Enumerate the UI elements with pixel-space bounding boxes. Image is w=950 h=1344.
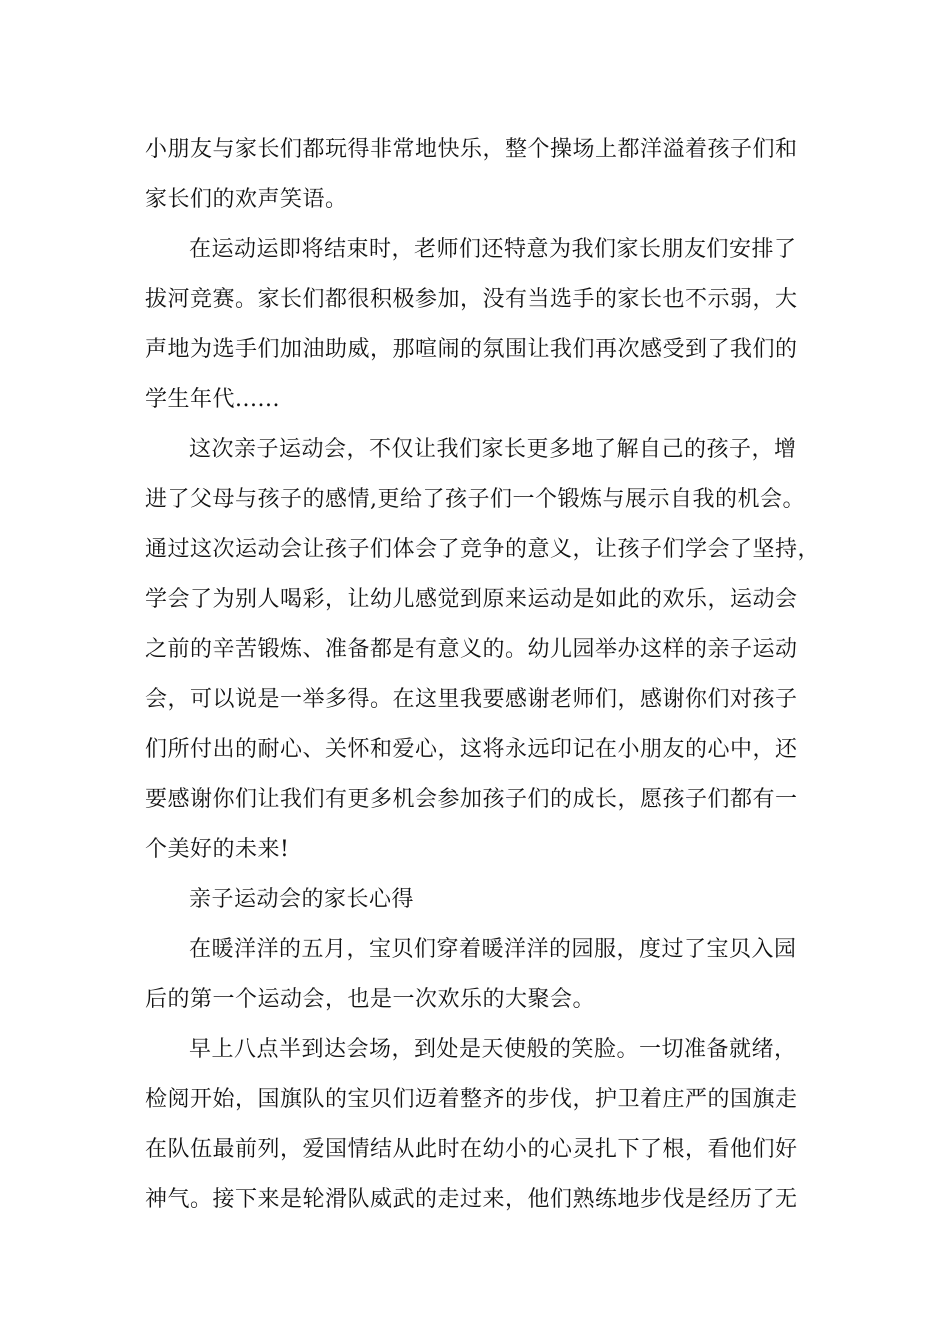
text-line: 在队伍最前列，爱国情结从此时在幼小的心灵扎下了根，看他们好 (145, 1137, 798, 1162)
text-line: 神气。接下来是轮滑队威武的走过来，他们熟练地步伐是经历了无 (145, 1187, 798, 1212)
text-line: 拔河竞赛。家长们都很积极参加，没有当选手的家长也不示弱，大 (145, 287, 798, 312)
paragraph-first-line: 在运动运即将结束时，老师们还特意为我们家长朋友们安排了 (189, 237, 797, 262)
text-line: 学会了为别人喝彩，让幼儿感觉到原来运动是如此的欢乐，运动会 (145, 587, 798, 612)
text-line: 通过这次运动会让孩子们体会了竞争的意义，让孩子们学会了坚持， (145, 537, 821, 562)
text-line: 之前的辛苦锻炼、准备都是有意义的。幼儿园举办这样的亲子运动 (145, 637, 798, 662)
document-body (145, 125, 835, 1225)
paragraph-first-line: 这次亲子运动会，不仅让我们家长更多地了解自己的孩子，增 (189, 437, 797, 462)
text-line: 家长们的欢声笑语。 (145, 187, 348, 212)
text-line: 声地为选手们加油助威，那喧闹的氛围让我们再次感受到了我们的 (145, 337, 798, 362)
text-line: 小朋友与家长们都玩得非常地快乐，整个操场上都洋溢着孩子们和 (145, 137, 798, 162)
text-line: 后的第一个运动会，也是一次欢乐的大聚会。 (145, 987, 596, 1012)
paragraph-first-line: 在暖洋洋的五月，宝贝们穿着暖洋洋的园服，度过了宝贝入园 (189, 937, 797, 962)
text-line: 们所付出的耐心、关怀和爱心，这将永远印记在小朋友的心中，还 (145, 737, 798, 762)
text-line: 进了父母与孩子的感情,更给了孩子们一个锻炼与展示自我的机会。 (145, 487, 805, 512)
text-line: 学生年代...... (145, 387, 280, 412)
text-line: 要感谢你们让我们有更多机会参加孩子们的成长，愿孩子们都有一 (145, 787, 798, 812)
text-line: 会，可以说是一举多得。在这里我要感谢老师们，感谢你们对孩子 (145, 687, 798, 712)
paragraph-first-line: 亲子运动会的家长心得 (189, 887, 415, 912)
paragraph-first-line: 早上八点半到达会场，到处是天使般的笑脸。一切准备就绪， (189, 1037, 797, 1062)
text-line: 检阅开始，国旗队的宝贝们迈着整齐的步伐，护卫着庄严的国旗走 (145, 1087, 798, 1112)
text-line: 个美好的未来! (145, 837, 290, 862)
